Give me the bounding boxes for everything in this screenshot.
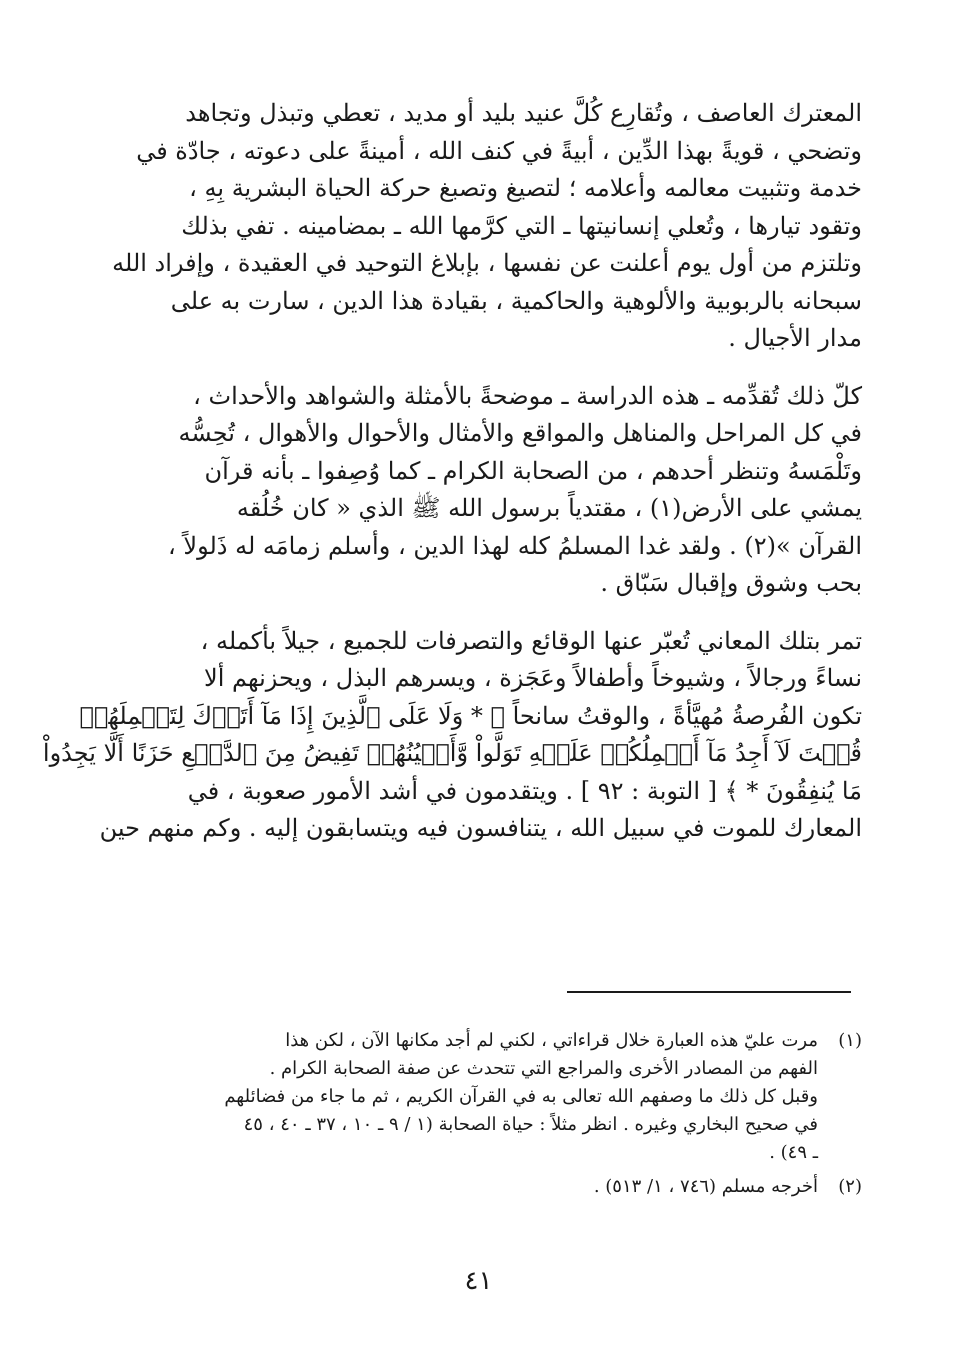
paragraph-2: [150, 378, 862, 603]
text-line: وتقود تيارها ، وتُعلي إنسانيتها ـ التي كرَّمها الله ـ بمضامينه . تفي بذلك: [181, 211, 862, 240]
footnote-line: أخرجه مسلم (٧٤٦ ، ١/ ٥١٣) .: [593, 1176, 818, 1197]
footnote-line: وقبل كل ذلك ما وصفهم الله تعالى به في القرآن الكريم ، ثم ما جاء من فضائلهم: [224, 1086, 818, 1107]
text-line: وتضحي ، قويةً بهذا الدِّين ، أبيةً في كنف الله ، أمينةً على دعوته ، جادّة في: [136, 136, 862, 165]
text-line: مدار الأجيال .: [728, 324, 862, 352]
text-line: في كل المراحل والمناهل والمواقع والأمثال والأحوال والأهوال ، تُحِسُّه: [178, 419, 862, 447]
footnote-line: مرت عليّ هذه العبارة خلال قراءاتي ، لكني لم أجد مكانها الآن ، لكن هذا: [285, 1030, 818, 1051]
text-line: نساءً ورجالاً ، وشيوخاً وأطفالاً وعَجَزة ، ويسرهم البذل ، ويحزنهم ألا: [204, 664, 862, 692]
footnote-text: [150, 1173, 818, 1201]
footnote-1: [150, 1027, 862, 1167]
quran-verse-line: تكون الفُرصةُ مُهيَّأةً ، والوقتُ سانحاً ﴿ * وَلَا عَلَى ٱلَّذِينَ إِذَا مَآ أَتَوۡكَ لِتَحۡمِلَهُمۡ: [79, 701, 862, 730]
main-text: [42, 95, 862, 848]
footnote-2: [150, 1173, 862, 1201]
text-line: تمر بتلك المعاني تُعبّر عنها الوقائع والتصرفات للجميع ، جيلاً بأكمله ،: [200, 626, 862, 655]
footnote-line: ـ ٤٩) .: [769, 1142, 818, 1163]
text-line: وتَلْمَسهُ وتنظر أحدهم ، من الصحابة الكرام ـ كما وُصِفوا ـ بأنه قرآن: [204, 456, 862, 485]
footnote-line: الفهم من المصادر الأخرى والمراجع التي تتحدث عن صفة الصحابة الكرام .: [269, 1058, 818, 1079]
footnote-divider: [567, 991, 851, 993]
text-line: وتلتزم من أول يوم أعلنت عن نفسها ، بإبلاغ التوحيد في العقيدة ، وإفراد الله: [112, 249, 862, 277]
footnote-number: (١): [838, 1030, 862, 1051]
text-line: كلّ ذلك تُقدِّمه ـ هذه الدراسة ـ موضحةً بالأمثلة والشواهد والأحداث ،: [193, 381, 862, 410]
footnote-number: (٢): [838, 1176, 862, 1197]
footnote-text: [150, 1027, 818, 1167]
text-line: بحب وشوق وإقبال سَبّاق .: [600, 569, 862, 597]
footnotes: [150, 1027, 862, 1201]
footnote-line: في صحيح البخاري وغيره . انظر مثلاً : حياة الصحابة (١ / ٩ ـ ١٠ ، ٣٧ ـ ٤٠ ، ٤٥: [243, 1114, 818, 1135]
quran-verse-line: مَا يُنفِقُونَ * ﴾ [ التوبة : ٩٢ ] . ويتقدمون في أشد الأمور صعوبة ، في: [187, 776, 862, 805]
text-line: المعارك للموت في سبيل الله ، يتنافسون فيه ويتسابقون إليه . وكم منهم حين: [99, 814, 862, 842]
paragraph-3: [42, 623, 862, 848]
text-line: القرآن »(٢) . ولقد غدا المسلمُ كله لهذا الدين ، وأسلم زمامَه له ذَلولاً ،: [168, 531, 862, 560]
text-line: خدمة وتثبيت معالمه وأعلامه ؛ لتصيغ وتصبغ حركة الحياة البشرية بِهِ ،: [189, 174, 862, 202]
text-line: المعترك العاصف ، وتُقارِع كُلَّ عنيد بليد أو مديد ، تعطي وتبذل وتجاهد: [185, 99, 862, 127]
text-line: سبحانه بالربوبية والألوهية والحاكمية ، بقيادة هذا الدين ، سارت به على: [170, 286, 862, 315]
text-line: يمشي على الأرض(١) ، مقتدياً برسول الله ﷺ الذي « كان خُلُقه: [236, 494, 862, 522]
page-number: ٤١: [464, 1266, 493, 1296]
quran-verse-line: قُلۡتَ لَآ أَجِدُ مَآ أَحۡمِلُكُمۡ عَلَيۡهِ تَوَلَّواْ وَّأَعۡيُنُهُمۡ تَفِيضُ مِنَ ٱلدَّمۡعِ حَزَنًا أَلَّا يَجِدُواْ: [42, 739, 862, 767]
paragraph-1: [112, 95, 862, 358]
